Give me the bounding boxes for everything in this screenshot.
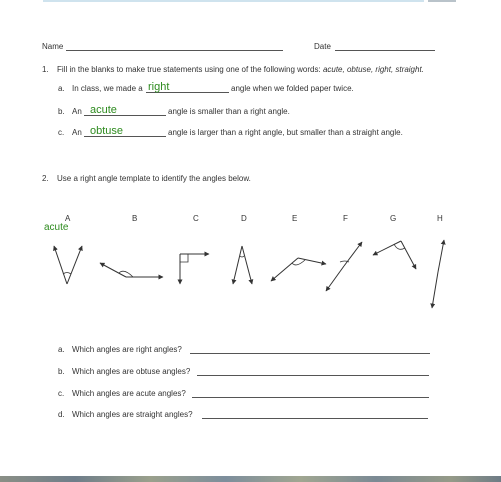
angle-label-g: G bbox=[390, 214, 397, 223]
angle-label-c: C bbox=[193, 214, 199, 223]
q2-prompt: Use a right angle template to identify the angles below. bbox=[57, 174, 251, 183]
q1-number: 1. bbox=[42, 65, 49, 74]
q1b-before: An bbox=[72, 107, 82, 116]
bottom-desktop-strip bbox=[0, 476, 501, 482]
q2a-answer-field[interactable] bbox=[190, 353, 430, 354]
q1-word-list: acute, obtuse, right, straight. bbox=[322, 65, 424, 74]
angle-label-b: B bbox=[132, 214, 138, 223]
angle-a-handwritten-answer: acute bbox=[44, 222, 69, 233]
angle-c bbox=[180, 254, 209, 284]
angle-label-a: A bbox=[65, 214, 71, 223]
q1c-before: An bbox=[72, 128, 82, 137]
q2b-answer-field[interactable] bbox=[197, 375, 429, 376]
angle-b bbox=[100, 263, 163, 277]
q2c-text: Which angles are acute angles? bbox=[72, 389, 186, 398]
q1b-answer: acute bbox=[90, 104, 117, 116]
angle-label-d: D bbox=[241, 214, 247, 223]
angle-f bbox=[326, 242, 362, 291]
q1c-answer: obtuse bbox=[90, 125, 124, 137]
angle-a bbox=[54, 246, 82, 284]
q2d-text: Which angles are straight angles? bbox=[72, 410, 193, 419]
angle-g bbox=[373, 241, 416, 269]
q2-number: 2. bbox=[42, 174, 49, 183]
q2d-letter: d. bbox=[58, 410, 65, 419]
q1b-after: angle is smaller than a right angle. bbox=[168, 107, 290, 116]
q2a-letter: a. bbox=[58, 345, 65, 354]
q1c-letter: c. bbox=[58, 128, 65, 137]
name-label: Name bbox=[42, 42, 64, 51]
date-label: Date bbox=[314, 42, 331, 51]
q1a-after: angle when we folded paper twice. bbox=[231, 84, 354, 93]
angle-h bbox=[432, 240, 444, 308]
angle-e bbox=[271, 258, 326, 281]
q1b-letter: b. bbox=[58, 107, 65, 116]
q1c-after: angle is larger than a right angle, but smaller than a straight angle. bbox=[168, 128, 403, 137]
q2c-letter: c. bbox=[58, 389, 65, 398]
q2c-answer-field[interactable] bbox=[192, 397, 429, 398]
angle-label-e: E bbox=[292, 214, 298, 223]
angle-d bbox=[233, 246, 252, 284]
q1a-letter: a. bbox=[58, 84, 65, 93]
q1a-answer: right bbox=[148, 81, 170, 93]
q1a-before: In class, we made a bbox=[72, 84, 143, 93]
q2a-text: Which angles are right angles? bbox=[72, 345, 182, 354]
q2d-answer-field[interactable] bbox=[202, 418, 428, 419]
angle-label-f: F bbox=[343, 214, 348, 223]
q2b-letter: b. bbox=[58, 367, 65, 376]
q1-prompt: Fill in the blanks to make true statements using one of the following words: acute, obtuse, right, straight. bbox=[57, 65, 424, 74]
angle-label-h: H bbox=[437, 214, 443, 223]
q2b-text: Which angles are obtuse angles? bbox=[72, 367, 191, 376]
